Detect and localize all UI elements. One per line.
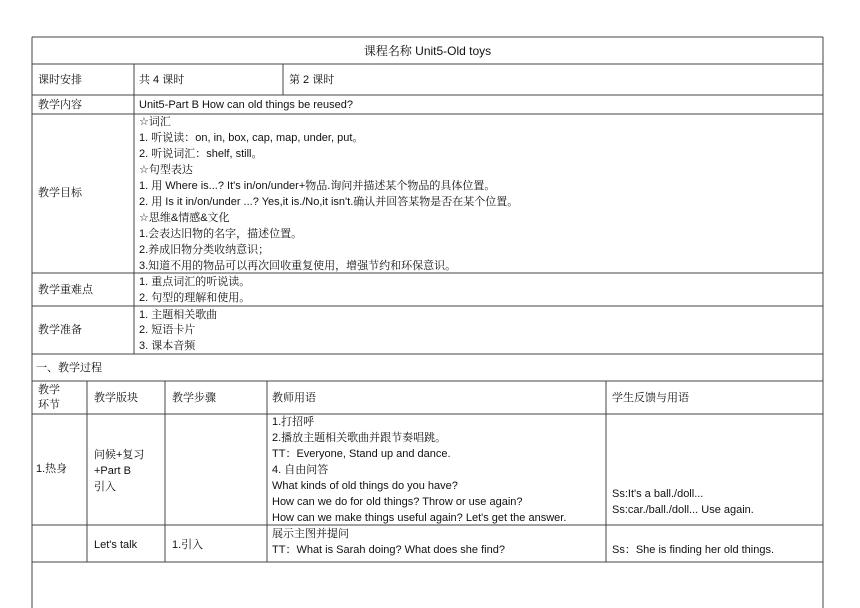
row2-teacher-line: TT：What is Sarah doing? What does she find? [272, 544, 505, 556]
objectives-label: 教学目标 [38, 187, 82, 199]
preparation-line: 3. 课本音频 [139, 340, 196, 352]
row2-module: Let's talk [94, 539, 138, 551]
course-title: 课程名称 Unit5-Old toys [363, 44, 492, 58]
objective-line: 3.知道不用的物品可以再次回收重复使用，增强节约和环保意识。 [139, 260, 457, 272]
objective-line: 1.会表达旧物的名字，描述位置。 [139, 228, 303, 240]
objective-line: 2. 听说词汇：shelf, still。 [139, 148, 263, 160]
row2-teacher-line: 展示主图并提问 [272, 528, 349, 540]
row1-teacher-line: 1.打招呼 [272, 416, 315, 428]
objective-line: ☆句型表达 [139, 164, 193, 176]
row1-teacher-line: What kinds of old things do you have? [272, 480, 458, 492]
key-point-line: 1. 重点词汇的听说读。 [139, 276, 251, 288]
row1-module-line: +Part B [94, 465, 131, 477]
objective-line: ☆思维&情感&文化 [139, 212, 230, 224]
schedule-total: 共 4 课时 [139, 74, 185, 86]
preparation-line: 1. 主题相关歌曲 [139, 309, 218, 321]
row2-steps: 1.引入 [172, 539, 204, 551]
schedule-label: 课时安排 [38, 74, 82, 86]
content-value: Unit5-Part B How can old things be reused? [139, 99, 354, 111]
key-points-label: 教学重难点 [38, 284, 93, 296]
header-student: 学生反馈与用语 [612, 392, 689, 404]
header-steps: 教学步骤 [172, 392, 216, 404]
objective-line: 2.养成旧物分类收纳意识； [139, 244, 270, 256]
row1-student-line: Ss:It's a ball./doll... [612, 488, 704, 500]
process-heading: 一、教学过程 [36, 362, 102, 374]
row1-teacher-line: How can we make things useful again? Let's get the answer. [272, 512, 567, 524]
header-module: 教学版块 [94, 392, 138, 404]
row1-module-line: 引入 [94, 481, 116, 493]
row1-teacher-line: TT：Everyone, Stand up and dance. [272, 448, 451, 460]
objective-line: 1. 听说读：on, in, box, cap, map, under, put。 [139, 132, 364, 144]
objective-line: ☆词汇 [139, 116, 171, 128]
preparation-label: 教学准备 [38, 324, 82, 336]
row2-student-line: Ss：She is finding her old things. [612, 544, 775, 556]
schedule-current: 第 2 课时 [289, 74, 335, 86]
row1-teacher-line: 4. 自由问答 [272, 464, 329, 476]
key-point-line: 2. 句型的理解和使用。 [139, 292, 251, 304]
header-stage-line2: 环节 [38, 399, 60, 411]
content-label: 教学内容 [38, 99, 82, 111]
row1-student-line: Ss:car./ball./doll... Use again. [612, 504, 754, 516]
header-stage-line1: 教学 [38, 384, 60, 396]
row1-teacher-line: 2.播放主题相关歌曲并跟节奏唱跳。 [272, 432, 447, 444]
header-teacher: 教师用语 [272, 392, 316, 404]
row1-module-line: 问候+复习 [94, 449, 145, 461]
row1-teacher-line: How can we do for old things? Throw or use again? [272, 496, 523, 508]
row1-stage: 1.热身 [36, 463, 68, 475]
preparation-line: 2. 短语卡片 [139, 324, 196, 336]
objective-line: 1. 用 Where is...? It's in/on/under+物品.询问并描述某个物品的具体位置。 [139, 180, 496, 192]
objective-line: 2. 用 Is it in/on/under ...? Yes,it is./No,it isn't.确认并回答某物是否在某个位置。 [139, 196, 519, 208]
